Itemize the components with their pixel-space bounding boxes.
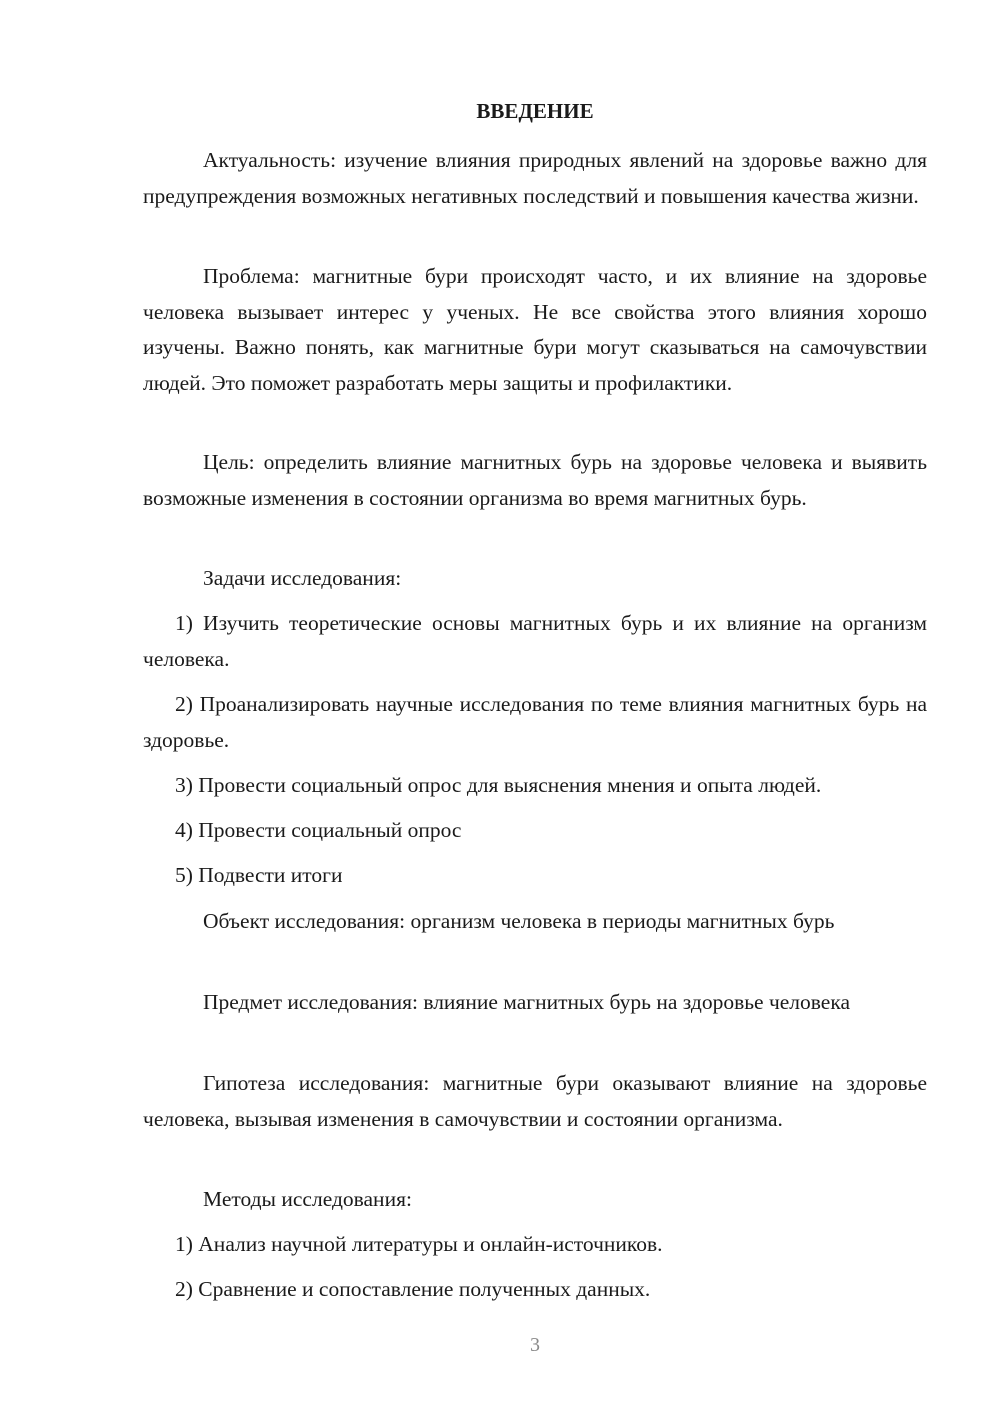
method-item-2: 2) Сравнение и сопоставление полученных данных. [175, 1277, 651, 1301]
hypothesis-paragraph: Гипотеза исследования: магнитные бури оказывают влияние на здоровье человека, вызывая изменения в самочувствии и состоянии организма. [143, 1071, 927, 1131]
task-item-4: 4) Провести социальный опрос [175, 818, 462, 842]
methods-heading: Методы исследования: [203, 1187, 412, 1211]
object-paragraph: Объект исследования: организм человека в периоды магнитных бурь [203, 909, 835, 933]
task-item-1: 1) Изучить теоретические основы магнитных бурь и их влияние на организм человека. [143, 611, 927, 671]
document-page [143, 0, 927, 1414]
relevance-paragraph: Актуальность: изучение влияния природных явлений на здоровье важно для предупреждения возможных негативных последствий и повышения качества жизни. [143, 148, 927, 208]
goal-paragraph: Цель: определить влияние магнитных бурь на здоровье человека и выявить возможные изменения в состоянии организма во время магнитных бурь. [143, 450, 927, 510]
method-item-1: 1) Анализ научной литературы и онлайн-источников. [175, 1232, 663, 1256]
section-heading: ВВЕДЕНИЕ [476, 99, 594, 123]
subject-paragraph: Предмет исследования: влияние магнитных бурь на здоровье человека [203, 990, 851, 1014]
page-number: 3 [530, 1334, 540, 1356]
task-item-5: 5) Подвести итоги [175, 863, 343, 887]
task-item-3: 3) Провести социальный опрос для выяснения мнения и опыта людей. [175, 773, 822, 797]
tasks-heading: Задачи исследования: [203, 566, 402, 590]
problem-paragraph: Проблема: магнитные бури происходят часто, и их влияние на здоровье человека вызывает интерес у ученых. Не все свойства этого влияния хорошо изучены. Важно понять, как магнитные бури могут сказываться на самочувствии людей. Это поможет разработать меры защиты и профилактики. [143, 264, 927, 395]
task-item-2: 2) Проанализировать научные исследования по теме влияния магнитных бурь на здоровье. [143, 692, 927, 752]
